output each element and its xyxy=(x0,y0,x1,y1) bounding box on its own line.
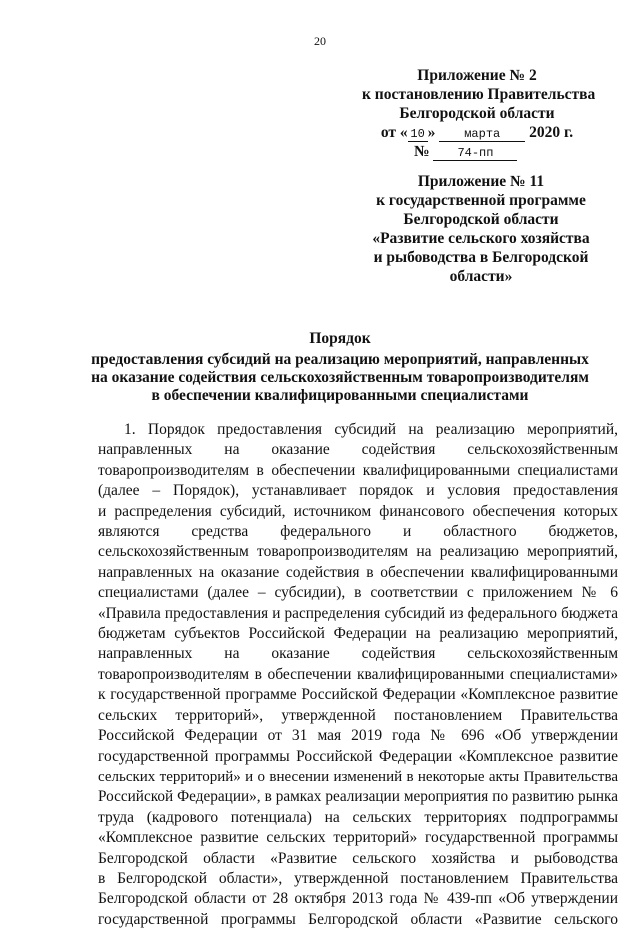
appendix-11-line: «Развитие сельского хозяйства xyxy=(372,230,590,247)
appendix-2-block xyxy=(362,66,596,161)
body-line: 1. Порядок предоставления субсидий на реализацию мероприятий, xyxy=(124,421,618,438)
body-line: труда (кадрового потенциала) на сельских территориях подпрограммы xyxy=(98,808,618,826)
title-heading: Порядок xyxy=(309,330,371,347)
body-line: Российской Федерации от 31 мая 2019 года № 696 «Об утверждении xyxy=(98,727,618,745)
body-line: в Белгородской области», утвержденной постановлением Правительства xyxy=(98,869,618,887)
title-line: на оказание содействия сельскохозяйственным товаропроизводителям xyxy=(91,369,589,386)
body-line: товаропроизводителям в обеспечении квалифицированными специалистами xyxy=(98,461,618,479)
date-prefix: от « xyxy=(380,124,408,141)
body-line: являются средства федерального и областного бюджетов, xyxy=(98,523,618,541)
appendix-2-title: Приложение № 2 xyxy=(417,67,537,84)
body-line: товаропроизводителям в обеспечении квалифицированными специалистами» xyxy=(98,665,618,683)
appendix-2-number-line xyxy=(362,142,592,161)
appendix-11-line: к государственной программе xyxy=(376,192,586,209)
title-line: предоставления субсидий на реализацию мероприятий, направленных xyxy=(91,351,589,368)
body-line: направленных на оказание содействия в обеспечении квалифицированными xyxy=(98,563,618,581)
body-line: сельскохозяйственным товаропроизводителям на реализацию мероприятий, xyxy=(98,543,618,561)
body-line: государственной программы Российской Федерации «Комплексное развитие xyxy=(98,747,618,765)
body-line: сельских территорий» и о внесении изменений в некоторые акты Правительства xyxy=(98,768,618,785)
date-day: 10 xyxy=(408,127,428,142)
date-year: 2020 г. xyxy=(529,124,574,141)
date-mid: » xyxy=(427,124,436,141)
body-line: «Комплексное развитие сельских территорий» государственной программы xyxy=(98,829,618,847)
number-prefix: № xyxy=(414,143,430,160)
body-line: и распределения субсидий, источником финансового обеспечения которых xyxy=(98,502,618,520)
appendix-11-line: Белгородской области xyxy=(403,211,559,228)
body-line: направленных на оказание содействия сельскохозяйственным xyxy=(98,645,618,663)
body-line: к государственной программе Российской Федерации «Комплексное развитие xyxy=(98,686,618,704)
date-month: марта xyxy=(439,127,525,142)
body-line: специалистами (далее – субсидии), в соответствии с приложением № 6 xyxy=(98,584,618,602)
body-line: Российской Федерации», в рамках реализации мероприятия по развитию рынка xyxy=(98,788,618,806)
appendix-11-line: области» xyxy=(449,268,513,285)
body-line: направленных на оказание содействия сельскохозяйственным xyxy=(98,441,618,459)
body-line: Белгородской области «Развитие сельского хозяйства и рыбоводства xyxy=(98,849,618,867)
appendix-11-line: и рыбоводства в Белгородской xyxy=(373,249,589,266)
body-line: (далее – Порядок), устанавливает порядок и условия предоставления xyxy=(98,482,618,500)
body-line: Белгородской области от 28 октября 2013 года № 439-пп «Об утверждении xyxy=(98,890,618,908)
appendix-2-line-2: Белгородской области xyxy=(399,105,555,122)
body-line: бюджетам субъектов Российской Федерации на реализацию мероприятий, xyxy=(98,625,618,643)
body-line: государственной программы Белгородской области «Развитие сельского xyxy=(98,910,618,928)
document-title xyxy=(80,330,600,405)
decree-number: 74-пп xyxy=(433,146,517,161)
appendix-2-line-1: к постановлению Правительства xyxy=(362,86,596,103)
body-line: сельских территорий», утвержденной постановлением Правительства xyxy=(98,706,618,724)
page-number: 20 xyxy=(314,34,326,48)
appendix-11-title: Приложение № 11 xyxy=(417,173,545,190)
body-line: «Правила предоставления и распределения субсидий из федерального бюджета xyxy=(98,604,618,622)
appendix-11-block xyxy=(356,172,606,286)
appendix-2-date-line xyxy=(362,123,592,142)
body-paragraph xyxy=(98,420,618,930)
title-line: в обеспечении квалифицированными специалистами xyxy=(151,387,529,404)
